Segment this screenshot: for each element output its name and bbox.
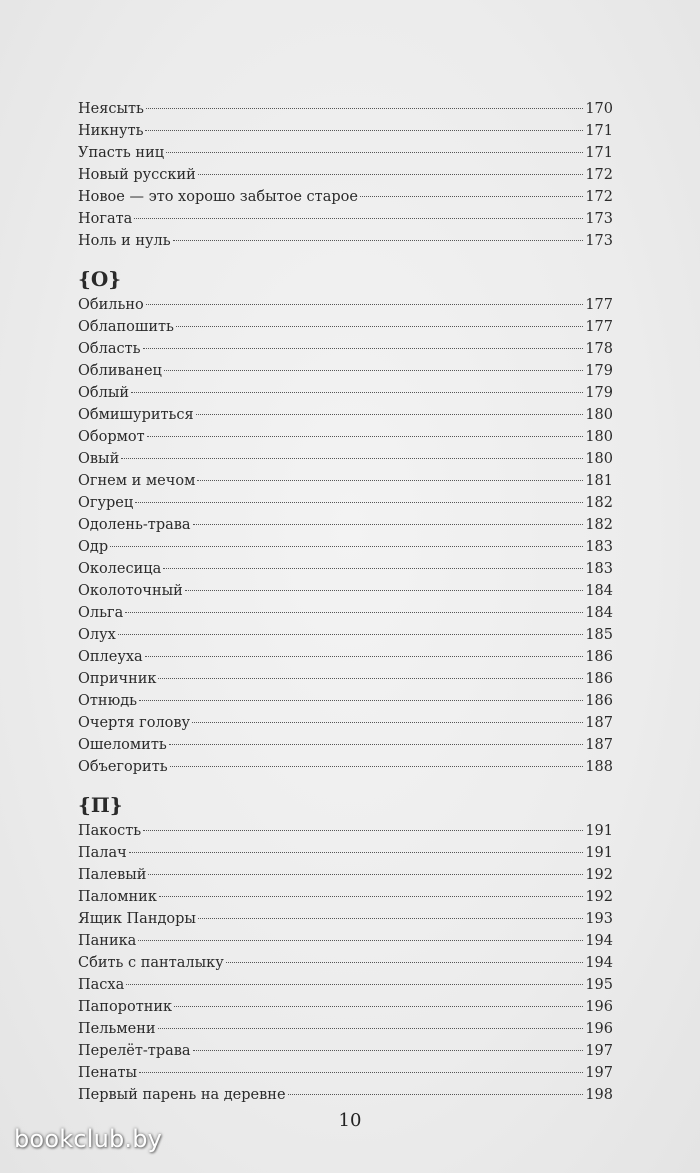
toc-entry-title: Объегорить [78, 759, 168, 775]
toc-entry-title: Околесица [78, 561, 162, 577]
dot-leader [192, 722, 583, 723]
toc-entry [78, 756, 613, 778]
toc-entry [78, 734, 613, 756]
toc-entry-title: Отнюдь [78, 693, 138, 709]
dot-leader [173, 240, 584, 241]
toc-entry-page: 183 [585, 539, 613, 555]
toc-entry [78, 842, 613, 864]
toc-entry-title: Обливанец [78, 363, 162, 379]
toc-entry [78, 1040, 613, 1062]
toc-entry [78, 514, 613, 536]
dot-leader [288, 1094, 584, 1095]
section-heading-o: {О} [78, 267, 122, 291]
dot-leader [158, 678, 583, 679]
toc-group-o [78, 294, 613, 778]
dot-leader [121, 458, 583, 459]
dot-leader [129, 852, 584, 853]
toc-entry [78, 930, 613, 952]
table-of-contents [78, 98, 613, 1106]
toc-entry [78, 186, 613, 208]
toc-entry-page: 179 [585, 385, 613, 401]
toc-entry-title: Опричник [78, 671, 157, 687]
dot-leader [226, 962, 584, 963]
dot-leader [159, 896, 583, 897]
toc-entry-page: 182 [585, 495, 613, 511]
dot-leader [164, 370, 583, 371]
dot-leader [198, 918, 583, 919]
dot-leader [131, 392, 583, 393]
toc-entry-title: Обмишуриться [78, 407, 194, 423]
toc-entry [78, 820, 613, 842]
toc-entry-title: Обормот [78, 429, 145, 445]
toc-entry-title: Оплеуха [78, 649, 143, 665]
toc-entry-title: Папоротник [78, 999, 173, 1015]
toc-entry-page: 184 [585, 583, 613, 599]
toc-entry [78, 1018, 613, 1040]
toc-entry-page: 181 [585, 473, 613, 489]
dot-leader [193, 524, 584, 525]
dot-leader [138, 940, 583, 941]
toc-entry-page: 191 [585, 823, 613, 839]
toc-entry-title: Облый [78, 385, 130, 401]
toc-entry-page: 197 [585, 1043, 613, 1059]
toc-entry-title: Одолень-трава [78, 517, 191, 533]
toc-entry [78, 426, 613, 448]
toc-entry [78, 338, 613, 360]
toc-entry-title: Паника [78, 933, 137, 949]
dot-leader [139, 1072, 583, 1073]
toc-entry-page: 187 [585, 715, 613, 731]
toc-entry [78, 690, 613, 712]
dot-leader [118, 634, 584, 635]
toc-entry [78, 120, 613, 142]
toc-entry-page: 172 [585, 167, 613, 183]
dot-leader [146, 108, 583, 109]
toc-entry [78, 142, 613, 164]
toc-entry-page: 180 [585, 429, 613, 445]
toc-entry-page: 183 [585, 561, 613, 577]
toc-entry [78, 602, 613, 624]
toc-entry-title: Паломник [78, 889, 157, 905]
toc-entry-page: 191 [585, 845, 613, 861]
toc-entry-page: 171 [585, 145, 613, 161]
dot-leader [126, 984, 583, 985]
dot-leader [145, 130, 583, 131]
dot-leader [134, 218, 583, 219]
toc-entry [78, 624, 613, 646]
toc-entry-title: Сбить с панталыку [78, 955, 224, 971]
toc-entry-title: Ольга [78, 605, 124, 621]
dot-leader [198, 174, 584, 175]
dot-leader [169, 744, 584, 745]
toc-entry [78, 996, 613, 1018]
dot-leader [135, 502, 583, 503]
toc-entry [78, 230, 613, 252]
toc-entry [78, 98, 613, 120]
toc-entry [78, 712, 613, 734]
dot-leader [166, 152, 583, 153]
dot-leader [146, 304, 584, 305]
section-heading-p: {П} [78, 793, 123, 817]
toc-entry-title: Палач [78, 845, 127, 861]
toc-entry [78, 580, 613, 602]
toc-entry [78, 360, 613, 382]
toc-entry-page: 184 [585, 605, 613, 621]
toc-entry-page: 182 [585, 517, 613, 533]
toc-entry-page: 192 [585, 867, 613, 883]
dot-leader [110, 546, 583, 547]
toc-entry-title: Ящик Пандоры [78, 911, 196, 927]
toc-entry-page: 198 [585, 1087, 613, 1103]
toc-entry [78, 558, 613, 580]
dot-leader [176, 326, 583, 327]
toc-entry [78, 316, 613, 338]
toc-entry-title: Перелёт-трава [78, 1043, 191, 1059]
toc-entry [78, 886, 613, 908]
dot-leader [148, 874, 583, 875]
toc-entry-title: Овый [78, 451, 120, 467]
toc-entry-title: Очертя голову [78, 715, 191, 731]
page-number: 10 [338, 1110, 362, 1131]
toc-entry-title: Неясыть [78, 101, 144, 117]
toc-entry [78, 864, 613, 886]
toc-entry-title: Упасть ниц [78, 145, 165, 161]
toc-entry-page: 186 [585, 649, 613, 665]
dot-leader [197, 480, 583, 481]
watermark-logo: bookclub.by [14, 1125, 163, 1153]
toc-entry-title: Никнуть [78, 123, 144, 139]
toc-entry-page: 178 [585, 341, 613, 357]
toc-group-n [78, 98, 613, 252]
toc-entry-title: Ноль и нуль [78, 233, 171, 249]
dot-leader [185, 590, 583, 591]
toc-entry-page: 180 [585, 451, 613, 467]
toc-entry-title: Пельмени [78, 1021, 156, 1037]
toc-entry-page: 173 [585, 233, 613, 249]
dot-leader [139, 700, 583, 701]
toc-entry-page: 195 [585, 977, 613, 993]
toc-entry [78, 470, 613, 492]
toc-entry-page: 196 [585, 999, 613, 1015]
dot-leader [143, 348, 584, 349]
toc-entry [78, 646, 613, 668]
toc-entry-page: 188 [585, 759, 613, 775]
toc-entry [78, 382, 613, 404]
toc-entry-page: 177 [585, 297, 613, 313]
toc-entry-title: Обильно [78, 297, 144, 313]
toc-entry [78, 492, 613, 514]
dot-leader [143, 830, 583, 831]
toc-entry-page: 186 [585, 671, 613, 687]
toc-entry-page: 186 [585, 693, 613, 709]
toc-entry-page: 172 [585, 189, 613, 205]
toc-entry-page: 197 [585, 1065, 613, 1081]
toc-entry-title: Пакость [78, 823, 142, 839]
toc-entry-page: 173 [585, 211, 613, 227]
toc-entry-title: Первый парень на деревне [78, 1087, 286, 1103]
toc-entry-page: 193 [585, 911, 613, 927]
toc-entry-page: 187 [585, 737, 613, 753]
toc-entry-title: Огурец [78, 495, 134, 511]
toc-entry [78, 448, 613, 470]
toc-entry-page: 194 [585, 955, 613, 971]
dot-leader [196, 414, 584, 415]
toc-entry [78, 1062, 613, 1084]
dot-leader [174, 1006, 583, 1007]
toc-entry-page: 192 [585, 889, 613, 905]
toc-entry-title: Одр [78, 539, 109, 555]
dot-leader [158, 1028, 584, 1029]
toc-entry-title: Палевый [78, 867, 147, 883]
toc-entry-page: 171 [585, 123, 613, 139]
toc-entry [78, 208, 613, 230]
dot-leader [193, 1050, 584, 1051]
toc-entry [78, 974, 613, 996]
dot-leader [125, 612, 583, 613]
toc-entry [78, 536, 613, 558]
toc-entry-page: 179 [585, 363, 613, 379]
toc-entry-title: Ногата [78, 211, 133, 227]
toc-entry-page: 177 [585, 319, 613, 335]
toc-entry-page: 170 [585, 101, 613, 117]
toc-entry-title: Огнем и мечом [78, 473, 196, 489]
toc-entry-title: Область [78, 341, 141, 357]
toc-group-p [78, 820, 613, 1106]
dot-leader [360, 196, 583, 197]
toc-entry [78, 404, 613, 426]
toc-entry-page: 180 [585, 407, 613, 423]
toc-entry-title: Пенаты [78, 1065, 138, 1081]
dot-leader [147, 436, 584, 437]
toc-entry-page: 196 [585, 1021, 613, 1037]
toc-entry-page: 185 [585, 627, 613, 643]
toc-entry [78, 294, 613, 316]
toc-entry [78, 1084, 613, 1106]
toc-entry [78, 952, 613, 974]
toc-entry-title: Ошеломить [78, 737, 167, 753]
toc-entry [78, 164, 613, 186]
toc-entry [78, 908, 613, 930]
toc-entry-title: Пасха [78, 977, 125, 993]
toc-entry-title: Новое — это хорошо забытое старое [78, 189, 358, 205]
dot-leader [163, 568, 583, 569]
toc-entry-title: Облапошить [78, 319, 174, 335]
toc-entry-title: Олух [78, 627, 116, 643]
dot-leader [170, 766, 584, 767]
toc-entry [78, 668, 613, 690]
toc-entry-title: Новый русский [78, 167, 196, 183]
toc-entry-page: 194 [585, 933, 613, 949]
toc-entry-title: Околоточный [78, 583, 183, 599]
dot-leader [145, 656, 584, 657]
